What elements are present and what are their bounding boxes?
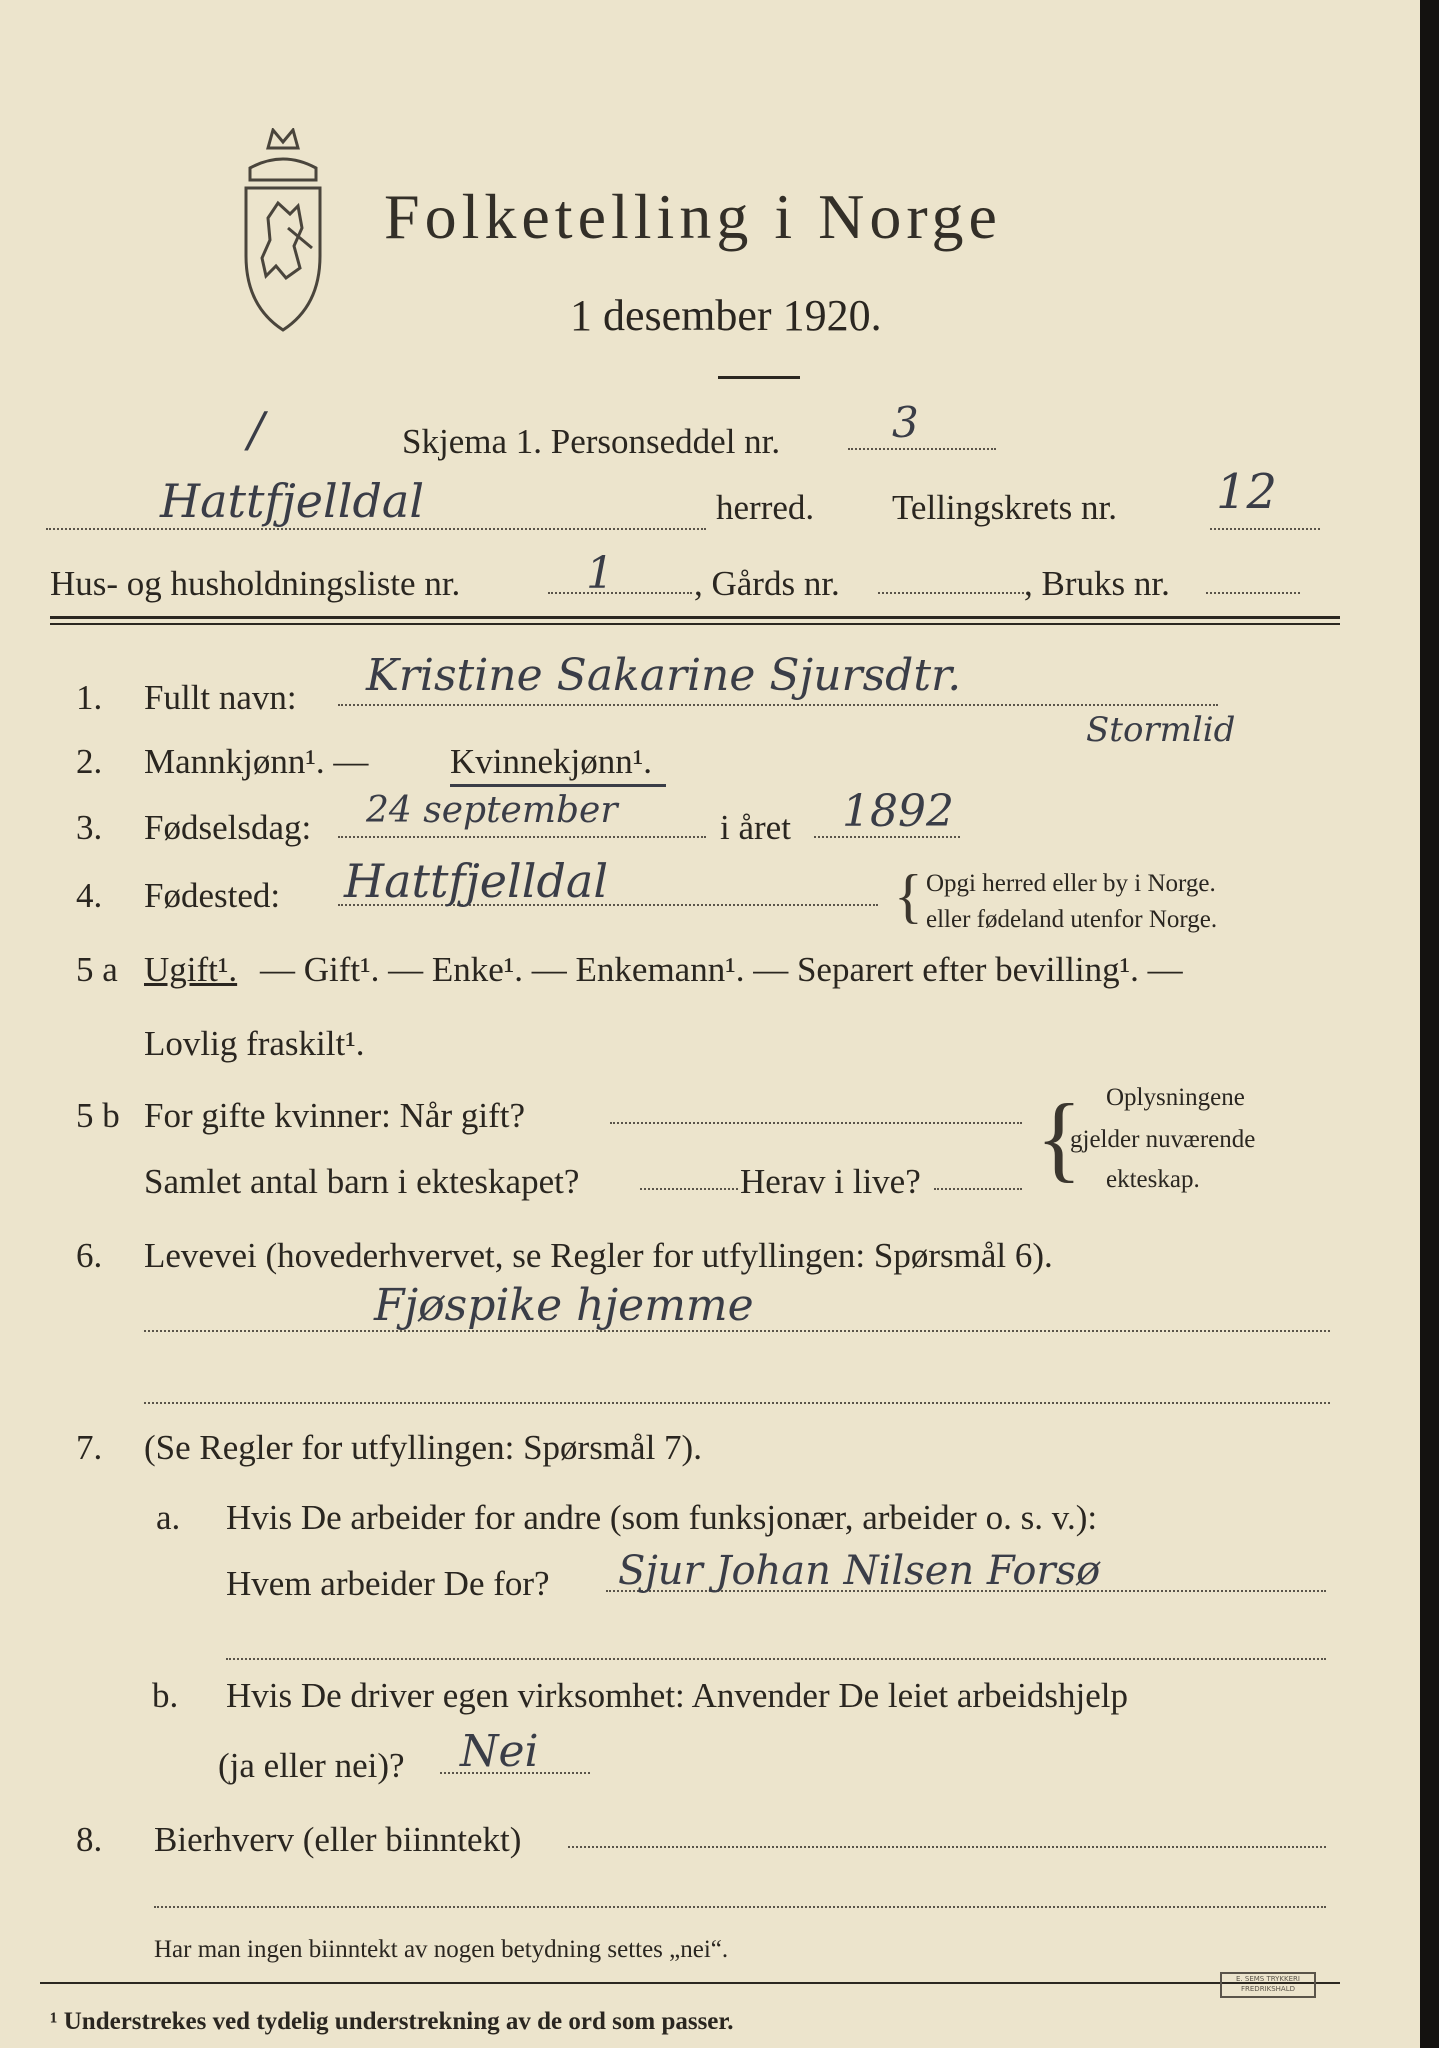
printer-stamp: E. SEMS TRYKKERI FREDRIKSHALD [1220, 1972, 1316, 1998]
q7-label: (Se Regler for utfyllingen: Spørsmål 7). [144, 1428, 702, 1467]
q5b-number: 5 b [76, 1096, 120, 1135]
q5b-married-line [610, 1122, 1022, 1124]
q5b-children-label: Samlet antal barn i ekteskapet? [144, 1162, 580, 1201]
q7a-text: Hvis De arbeider for andre (som funksjonær, arbeider o. s. v.): [226, 1498, 1098, 1537]
q5b-married-label: For gifte kvinner: Når gift? [144, 1096, 526, 1135]
q5b-note-line1: Oplysningene [1106, 1084, 1245, 1111]
handwritten-mark: / [248, 402, 265, 458]
header-rule-top [50, 616, 1340, 619]
q2-number: 2. [76, 742, 103, 781]
hus-value: 1 [586, 548, 614, 599]
tellingskrets-label: Tellingskrets nr. [892, 488, 1118, 527]
q4-label: Fødested: [144, 876, 281, 915]
schema-no-value: 3 [892, 398, 919, 447]
footer-rule [40, 1982, 1340, 1984]
q6-number: 6. [76, 1236, 103, 1275]
q7b-question: (ja eller nei)? [218, 1746, 405, 1785]
q5b-note-line2: gjelder nuværende [1070, 1126, 1256, 1153]
q7-number: 7. [76, 1428, 103, 1467]
q4-number: 4. [76, 876, 103, 915]
q7b-letter: b. [152, 1676, 179, 1715]
q5b-alive-label: Herav i live? [740, 1162, 921, 1201]
q7a-letter: a. [156, 1498, 181, 1537]
q3-number: 3. [76, 808, 103, 847]
q1-label: Fullt navn: [144, 678, 297, 717]
q2-underline-mark [450, 784, 666, 787]
q5b-children-line [640, 1188, 738, 1190]
q5b-note-line3: ekteskap. [1106, 1166, 1200, 1193]
q3-year-value: 1892 [842, 786, 954, 837]
q4-note-line2: eller fødeland utenfor Norge. [926, 906, 1218, 933]
q6-line1 [144, 1330, 1330, 1332]
form-title: Folketelling i Norge [384, 181, 1002, 252]
q6-line2 [144, 1402, 1330, 1404]
q7b-answer-value: Nei [460, 1726, 539, 1777]
q5b-brace: { [1036, 1084, 1083, 1191]
q1-name-addition: Stormlid [1086, 710, 1236, 750]
q3-year-label: i året [720, 808, 791, 847]
schema-label: Skjema 1. Personseddel nr. [402, 422, 781, 461]
hus-label: Hus- og husholdningsliste nr. [50, 564, 461, 603]
q7a-line2 [226, 1658, 1326, 1660]
gards-line [878, 592, 1024, 594]
bruks-label: , Bruks nr. [1024, 564, 1170, 603]
census-date: 1 desember 1920. [570, 291, 882, 340]
q8-line1 [568, 1846, 1326, 1848]
tellingskrets-value: 12 [1216, 464, 1278, 520]
gards-label: , Gårds nr. [694, 564, 840, 603]
q4-brace: { [894, 863, 923, 929]
title-separator [718, 376, 800, 379]
q6-occupation-value: Fjøspike hjemme [374, 1280, 754, 1331]
q8-label: Bierhverv (eller biinntekt) [154, 1820, 522, 1859]
q7b-text: Hvis De driver egen virksomhet: Anvender De leiet arbeidshjelp [226, 1676, 1128, 1715]
q3-label: Fødselsdag: [144, 808, 312, 847]
q1-line [338, 704, 1218, 706]
q3-day-line [338, 836, 706, 838]
q8-line2 [154, 1906, 1326, 1908]
hus-line [548, 592, 692, 594]
herred-line [46, 528, 706, 530]
q1-name-value: Kristine Sakarine Sjursdtr. [366, 650, 962, 701]
herred-label: herred. [716, 488, 815, 527]
q5a-number: 5 a [76, 950, 118, 989]
q5a-other-options: — Gift¹. — Enke¹. — Enkemann¹. — Separert efter bevilling¹. — [260, 950, 1183, 989]
q1-number: 1. [76, 678, 103, 717]
q8-number: 8. [76, 1820, 103, 1859]
q6-label: Levevei (hovederhvervet, se Regler for utfyllingen: Spørsmål 6). [144, 1236, 1053, 1275]
herred-value: Hattfjelldal [160, 474, 425, 528]
scan-edge [1420, 0, 1439, 2048]
q7a-question: Hvem arbeider De for? [226, 1564, 550, 1603]
q5a-option-fraskilt: Lovlig fraskilt¹. [144, 1024, 365, 1063]
q2-female-option: Kvinnekjønn¹. [450, 742, 653, 781]
footer-bottom-note: ¹ Understrekes ved tydelig understrekning av de ord som passer. [50, 2008, 734, 2035]
header-rule-bottom [50, 623, 1340, 625]
q5a-ugift-option: Ugift¹. [144, 950, 238, 989]
schema-no-line [848, 448, 996, 450]
q3-day-value: 24 september [366, 790, 618, 831]
q4-place-value: Hattfjelldal [344, 854, 609, 908]
coat-of-arms-icon [228, 128, 338, 336]
q7a-employer-value: Sjur Johan Nilsen Forsø [618, 1548, 1101, 1594]
footer-note: Har man ingen biinntekt av nogen betydning settes „nei“. [154, 1936, 729, 1963]
q5b-alive-line [934, 1188, 1022, 1190]
q2-male-option: Mannkjønn¹. — [144, 742, 369, 781]
bruks-line [1206, 592, 1300, 594]
tellingskrets-line [1210, 528, 1320, 530]
q4-note-line1: Opgi herred eller by i Norge. [926, 870, 1216, 897]
